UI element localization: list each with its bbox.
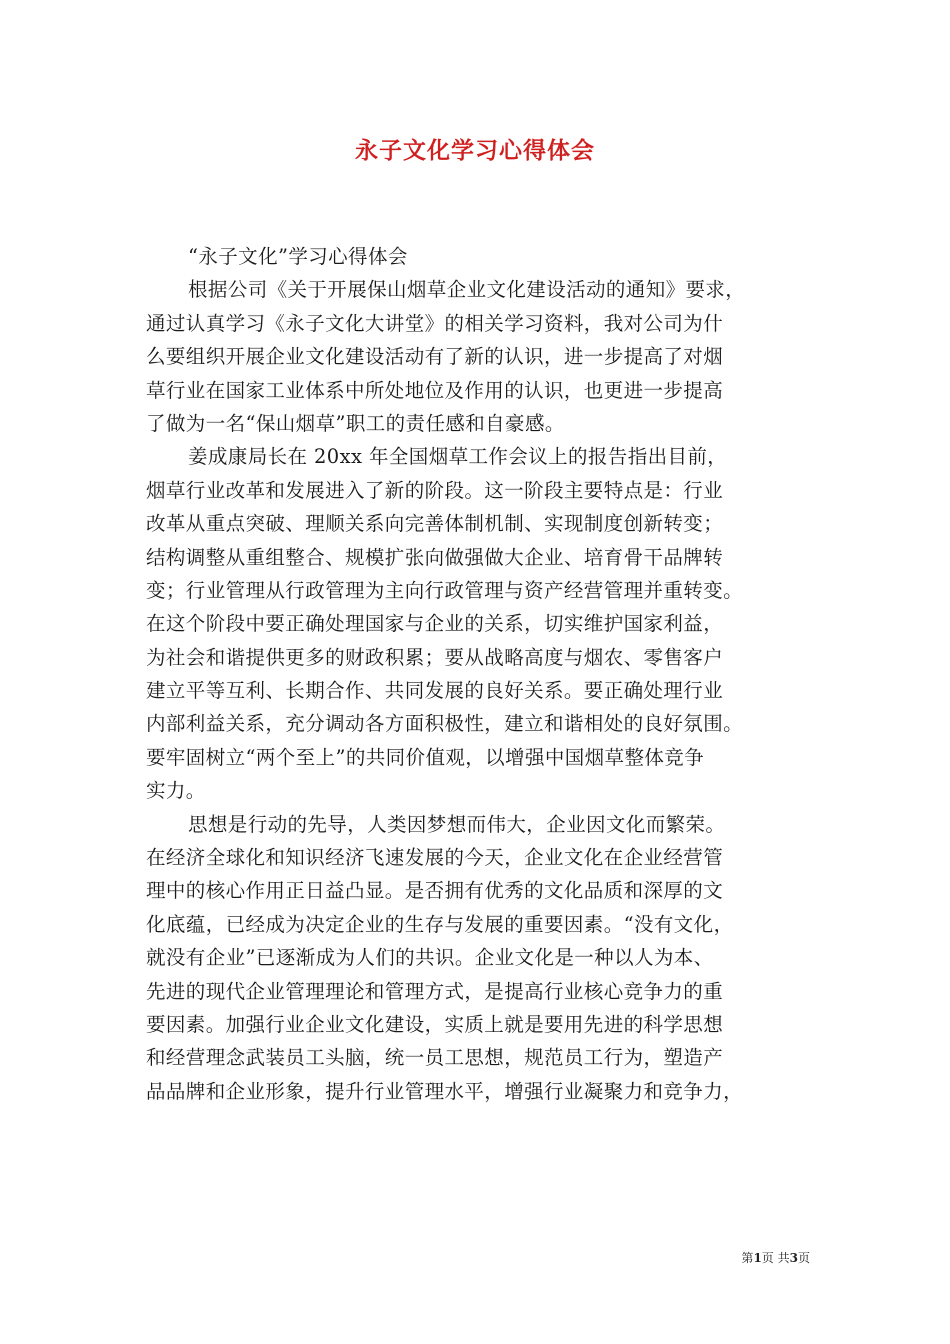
text-line: 思想是行动的先导，人类因梦想而伟大，企业因文化而繁荣。 xyxy=(188,812,726,836)
text-line: 草行业在国家工业体系中所处地位及作用的认识，也更进一步提高 xyxy=(146,378,724,402)
text-line: 理中的核心作用正日益凸显。是否拥有优秀的文化品质和深厚的文 xyxy=(146,879,724,903)
page-footer xyxy=(700,1249,810,1266)
text-line: 在经济全球化和知识经济飞速发展的今天，企业文化在企业经营管 xyxy=(146,846,724,870)
text-line: 品品牌和企业形象，提升行业管理水平，增强行业凝聚力和竞争力， xyxy=(146,1079,744,1103)
text-line: 要牢固树立“两个至上”的共同价值观，以增强中国烟草整体竞争 xyxy=(146,745,705,769)
text-line: 根据公司《关于开展保山烟草企业文化建设活动的通知》要求， xyxy=(188,278,746,302)
text-line: 为社会和谐提供更多的财政积累；要从战略高度与烟农、零售客户 xyxy=(146,645,724,669)
text-line: 化底蕴，已经成为决定企业的生存与发展的重要因素。“没有文化， xyxy=(146,912,734,936)
total-page-count: 3 xyxy=(789,1251,798,1265)
text-line: 么要组织开展企业文化建设活动有了新的认识，进一步提高了对烟 xyxy=(146,345,724,369)
text-line: 和经营理念武装员工头脑，统一员工思想，规范员工行为，塑造产 xyxy=(146,1046,724,1070)
paragraph xyxy=(146,808,806,1109)
paragraph xyxy=(146,440,806,807)
text-line: 结构调整从重组整合、规模扩张向做强做大企业、培育骨干品牌转 xyxy=(146,545,724,569)
text-line: 改革从重点突破、理顺关系向完善体制机制、实现制度创新转变； xyxy=(146,512,724,536)
text-line: 实力。 xyxy=(146,779,206,803)
text-line: 要因素。加强行业企业文化建设，实质上就是要用先进的科学思想 xyxy=(146,1012,724,1036)
current-page-number: 1 xyxy=(753,1251,762,1265)
text-line: 变；行业管理从行政管理为主向行政管理与资产经营管理并重转变。 xyxy=(146,578,744,602)
text-line: 内部利益关系，充分调动各方面积极性，建立和谐相处的良好氛围。 xyxy=(146,712,744,736)
document-subtitle: “永子文化”学习心得体会 xyxy=(188,245,408,268)
text-line: 姜成康局长在 20xx 年全国烟草工作会议上的报告指出目前， xyxy=(188,445,728,469)
paragraph xyxy=(146,273,806,440)
text-line: 通过认真学习《永子文化大讲堂》的相关学习资料，我对公司为什 xyxy=(146,311,724,335)
footer-mid: 页 共 xyxy=(761,1251,790,1265)
text-line: 了做为一名“保山烟草”职工的责任感和自豪感。 xyxy=(146,411,565,435)
footer-suffix: 页 xyxy=(797,1251,810,1265)
text-line: 建立平等互利、长期合作、共同发展的良好关系。要正确处理行业 xyxy=(146,679,724,703)
document-title: 永子文化学习心得体会 xyxy=(355,137,595,164)
footer-prefix: 第 xyxy=(741,1251,754,1265)
text-line: 在这个阶段中要正确处理国家与企业的关系，切实维护国家利益， xyxy=(146,612,724,636)
text-line: 先进的现代企业管理理论和管理方式，是提高行业核心竞争力的重 xyxy=(146,979,724,1003)
document-body xyxy=(146,240,806,1108)
text-line: 烟草行业改革和发展进入了新的阶段。这一阶段主要特点是：行业 xyxy=(146,478,724,502)
text-line: 就没有企业”已逐渐成为人们的共识。企业文化是一种以人为本、 xyxy=(146,946,714,970)
